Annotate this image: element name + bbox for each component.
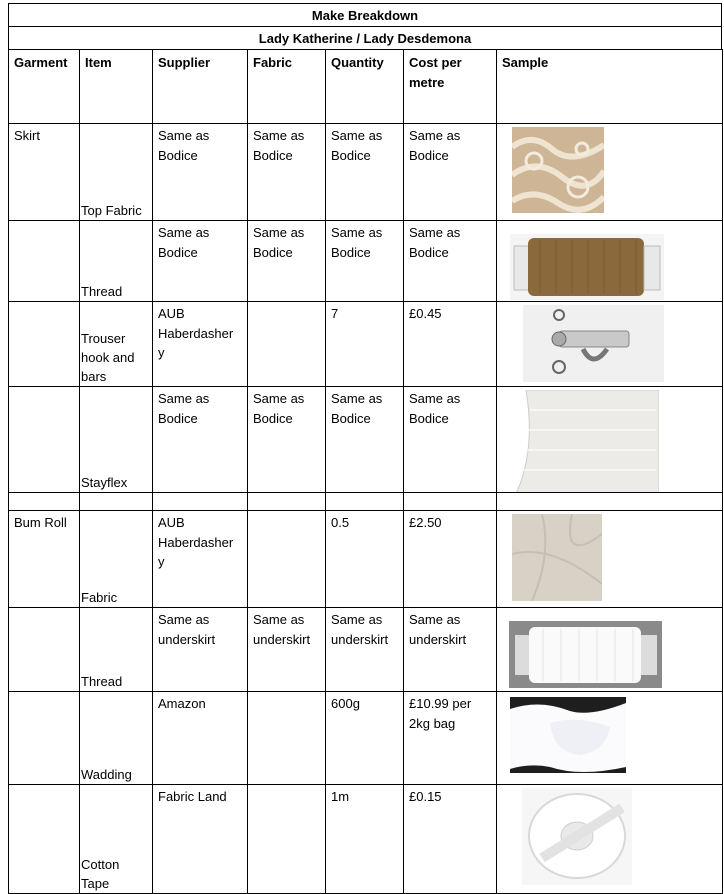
sample-cell <box>497 608 723 692</box>
quantity-text: 1m <box>331 789 350 804</box>
garment-cell <box>9 124 80 221</box>
sample-cell <box>497 692 723 785</box>
make-breakdown-document <box>8 3 722 894</box>
quantity-text: Same as underskirt <box>331 612 389 647</box>
item-cell <box>80 387 153 493</box>
item-cell <box>80 511 153 608</box>
fabric-text: Same as Bodice <box>253 391 305 426</box>
table-row <box>9 493 723 511</box>
hook-and-bar-icon <box>523 305 664 382</box>
garment-cell <box>9 692 80 785</box>
quantity-cell <box>326 302 404 387</box>
quantity-cell <box>326 124 404 221</box>
quantity-cell <box>326 493 404 511</box>
garment-cell <box>9 387 80 493</box>
header-row <box>9 50 723 124</box>
garment-text <box>9 387 79 391</box>
fabric-text <box>248 785 325 789</box>
fabric-cell <box>248 124 326 221</box>
item-text: Fabric <box>81 590 118 605</box>
sample-cell <box>497 511 723 608</box>
fabric-text: Same as Bodice <box>253 225 305 260</box>
fabric-cell <box>248 692 326 785</box>
garment-text: Bum Roll <box>14 515 67 530</box>
cost-text: £0.45 <box>409 306 442 321</box>
cost-text: £2.50 <box>409 515 442 530</box>
supplier-text: Amazon <box>158 696 206 711</box>
garment-cell <box>9 221 80 302</box>
garment-text <box>9 221 79 225</box>
cost-text: Same as Bodice <box>409 128 461 163</box>
fabric-text <box>248 302 325 306</box>
table-row <box>9 608 723 692</box>
item-cell <box>80 692 153 785</box>
fabric-cell <box>248 493 326 511</box>
garment-text <box>9 608 79 612</box>
supplier-text: Same as Bodice <box>158 225 210 260</box>
lace-fabric-swatch-icon <box>512 127 604 213</box>
garment-cell <box>9 493 80 511</box>
fabric-text <box>248 493 325 497</box>
cost-cell <box>404 692 497 785</box>
breakdown-table <box>8 49 723 894</box>
fabric-cell <box>248 608 326 692</box>
supplier-cell <box>153 511 248 608</box>
table-row <box>9 302 723 387</box>
fabric-text <box>248 692 325 696</box>
item-text: Top Fabric <box>81 203 142 218</box>
sample-cell <box>497 221 723 302</box>
item-text: Stayflex <box>81 475 128 490</box>
item-cell <box>80 221 153 302</box>
cotton-tape-roll-icon <box>522 788 632 885</box>
item-text: Trouser hook and bars <box>81 331 135 384</box>
quantity-text: Same as Bodice <box>331 128 383 163</box>
quantity-cell <box>326 511 404 608</box>
sample-cell <box>497 387 723 493</box>
cost-cell <box>404 302 497 387</box>
garment-text: Skirt <box>14 128 40 143</box>
item-cell <box>80 785 153 894</box>
sample-cell <box>497 302 723 387</box>
header-sample: Sample <box>497 50 723 124</box>
brown-thread-spool-icon <box>510 234 664 300</box>
quantity-text: 600g <box>331 696 360 711</box>
supplier-cell <box>153 387 248 493</box>
quantity-cell <box>326 692 404 785</box>
document-subtitle: Lady Katherine / Lady Desdemona <box>8 26 722 49</box>
supplier-text: Fabric Land <box>158 789 227 804</box>
item-text: Cotton Tape <box>81 857 120 891</box>
quantity-text: 0.5 <box>331 515 350 530</box>
garment-text <box>9 302 79 306</box>
cost-cell <box>404 493 497 511</box>
garment-cell <box>9 785 80 894</box>
fabric-cell <box>248 302 326 387</box>
cost-cell <box>404 608 497 692</box>
garment-text <box>9 692 79 696</box>
item-cell <box>80 493 153 511</box>
document-title: Make Breakdown <box>8 3 722 26</box>
cost-text: £10.99 per 2kg bag <box>409 696 472 731</box>
item-text: Thread <box>81 284 123 299</box>
wadding-icon <box>510 697 626 773</box>
supplier-cell <box>153 608 248 692</box>
supplier-cell <box>153 124 248 221</box>
cost-cell <box>404 785 497 894</box>
white-thread-spool-icon <box>509 621 662 688</box>
item-text: Thread <box>81 674 123 689</box>
quantity-cell <box>326 608 404 692</box>
fabric-cell <box>248 221 326 302</box>
table-row <box>9 387 723 493</box>
cost-text: Same as underskirt <box>409 612 467 647</box>
header-quantity: Quantity <box>326 50 404 124</box>
sample-cell <box>497 493 723 511</box>
cost-cell <box>404 124 497 221</box>
header-supplier: Supplier <box>153 50 248 124</box>
supplier-text: Same as underskirt <box>158 612 216 647</box>
table-row <box>9 785 723 894</box>
fabric-cell <box>248 387 326 493</box>
item-cell <box>80 124 153 221</box>
cost-text: £0.15 <box>409 789 442 804</box>
fabric-text: Same as Bodice <box>253 128 305 163</box>
supplier-cell <box>153 493 248 511</box>
fabric-cell <box>248 511 326 608</box>
fabric-cell <box>248 785 326 894</box>
garment-text <box>9 785 79 789</box>
cost-text <box>404 493 496 497</box>
supplier-text: AUB Haberdasher y <box>158 515 234 569</box>
supplier-cell <box>153 221 248 302</box>
supplier-cell <box>153 302 248 387</box>
cost-cell <box>404 387 497 493</box>
cost-cell <box>404 221 497 302</box>
interfacing-swatch-icon <box>516 390 659 493</box>
fabric-text: Same as underskirt <box>253 612 311 647</box>
table-row <box>9 511 723 608</box>
item-text: Wadding <box>81 767 132 782</box>
garment-cell <box>9 302 80 387</box>
garment-cell <box>9 608 80 692</box>
quantity-cell <box>326 387 404 493</box>
supplier-text: AUB Haberdasher y <box>158 306 234 360</box>
header-fabric: Fabric <box>248 50 326 124</box>
quantity-text <box>326 493 403 497</box>
calico-fabric-swatch-icon <box>512 514 602 601</box>
fabric-text <box>248 511 325 515</box>
table-row <box>9 221 723 302</box>
header-cost: Cost per metre <box>404 50 497 124</box>
table-row <box>9 124 723 221</box>
quantity-text: Same as Bodice <box>331 391 383 426</box>
garment-text <box>9 493 79 497</box>
cost-text: Same as Bodice <box>409 391 461 426</box>
sample-cell <box>497 785 723 894</box>
quantity-cell <box>326 221 404 302</box>
cost-cell <box>404 511 497 608</box>
supplier-cell <box>153 785 248 894</box>
cost-text: Same as Bodice <box>409 225 461 260</box>
item-cell <box>80 302 153 387</box>
table-row <box>9 692 723 785</box>
garment-cell <box>9 511 80 608</box>
quantity-cell <box>326 785 404 894</box>
header-item: Item <box>80 50 153 124</box>
supplier-text: Same as Bodice <box>158 391 210 426</box>
item-cell <box>80 608 153 692</box>
sample-cell <box>497 124 723 221</box>
quantity-text: Same as Bodice <box>331 225 383 260</box>
supplier-text <box>153 493 247 497</box>
supplier-text: Same as Bodice <box>158 128 210 163</box>
header-garment: Garment <box>9 50 80 124</box>
quantity-text: 7 <box>331 306 339 321</box>
supplier-cell <box>153 692 248 785</box>
